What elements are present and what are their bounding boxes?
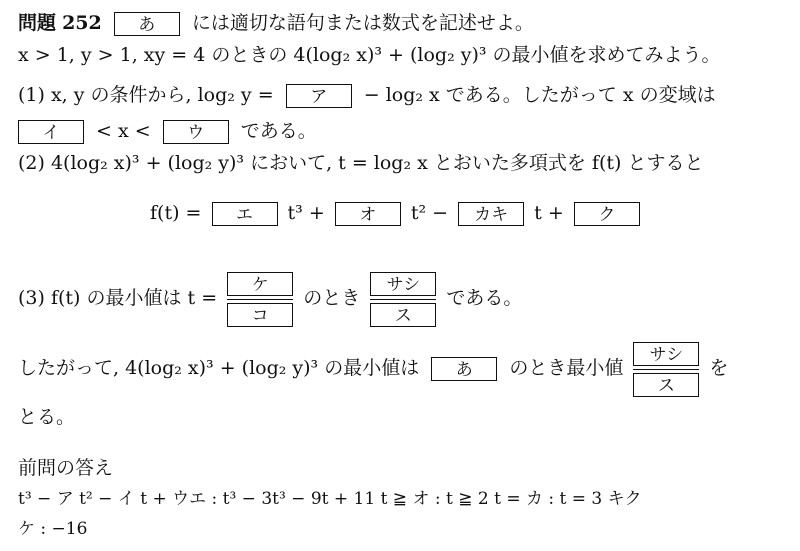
- answer-box-ス-2[interactable]: ス: [633, 373, 699, 397]
- q3-text1: (3) f(t) の最小値は t =: [18, 287, 218, 309]
- answer-box-イ[interactable]: イ: [18, 120, 84, 144]
- prev-line2: ケ : −16: [18, 519, 88, 539]
- answer-box-ア[interactable]: ア: [286, 84, 352, 108]
- conclusion-text1: したがって, 4(log₂ x)³ + (log₂ y)³ の最小値は: [18, 357, 420, 379]
- q1-text3: < x <: [96, 120, 151, 142]
- q1-line2: [18, 118, 317, 144]
- fraction-bar: [227, 299, 293, 300]
- answer-box-オ[interactable]: オ: [335, 202, 401, 226]
- intro-condition: x > 1, y > 1, xy = 4 のときの 4(log₂ x)³ + (log₂ y)³ の最小値を求めてみよう。: [18, 44, 721, 66]
- conclusion-line: [18, 333, 728, 403]
- term-t1: t +: [534, 202, 564, 224]
- conclusion-end: とる。: [18, 406, 76, 428]
- fraction-min: [370, 272, 436, 327]
- q1-text1: (1) x, y の条件から, log₂ y =: [18, 84, 274, 106]
- instruction-text: には適切な語句または数式を記述せよ。: [191, 12, 534, 34]
- answer-box-ウ[interactable]: ウ: [163, 120, 229, 144]
- q2-polynomial: [150, 200, 644, 226]
- answer-box-サシ[interactable]: サシ: [370, 272, 436, 296]
- f-lhs: f(t) =: [150, 202, 202, 224]
- term-t2: t² −: [410, 202, 449, 224]
- q1-text4: である。: [240, 120, 317, 142]
- q2-intro: (2) 4(log₂ x)³ + (log₂ y)³ において, t = log₂ x とおいた多項式を f(t) とすると: [18, 152, 704, 174]
- fraction-t: [227, 272, 293, 327]
- prev-title: 前問の答え: [18, 457, 114, 479]
- answer-box-a-2[interactable]: あ: [431, 357, 497, 381]
- answer-box-コ[interactable]: コ: [227, 303, 293, 327]
- q3-text3: である。: [446, 287, 523, 309]
- fraction-bar: [370, 299, 436, 300]
- fraction-conclusion: [633, 342, 699, 397]
- prev-line1: t³ − ア t² − イ t + ウエ : t³ − 3t³ − 9t + 11 t ≧ オ : t ≧ 2 t = カ : t = 3 キク: [18, 489, 642, 509]
- conclusion-text2: のとき最小値: [509, 357, 624, 379]
- conclusion-text3: を: [709, 357, 729, 379]
- q1-line1: [18, 82, 716, 108]
- answer-box-ク[interactable]: ク: [574, 202, 640, 226]
- answer-box-ス[interactable]: ス: [370, 303, 436, 327]
- answer-box-サシ-2[interactable]: サシ: [633, 342, 699, 366]
- answer-box-ケ[interactable]: ケ: [227, 272, 293, 296]
- q3-text2: のとき: [303, 287, 361, 309]
- q3-line: [18, 258, 522, 338]
- answer-box-a[interactable]: あ: [114, 12, 180, 36]
- problem-header: [18, 10, 534, 36]
- answer-box-エ[interactable]: エ: [212, 202, 278, 226]
- q1-text2: − log₂ x である。したがって x の変域は: [363, 84, 716, 106]
- fraction-bar: [633, 369, 699, 370]
- problem-number: 252: [62, 12, 102, 34]
- problem-label: 問題: [18, 12, 57, 34]
- term-t3: t³ +: [287, 202, 325, 224]
- answer-box-カキ[interactable]: カキ: [458, 202, 524, 226]
